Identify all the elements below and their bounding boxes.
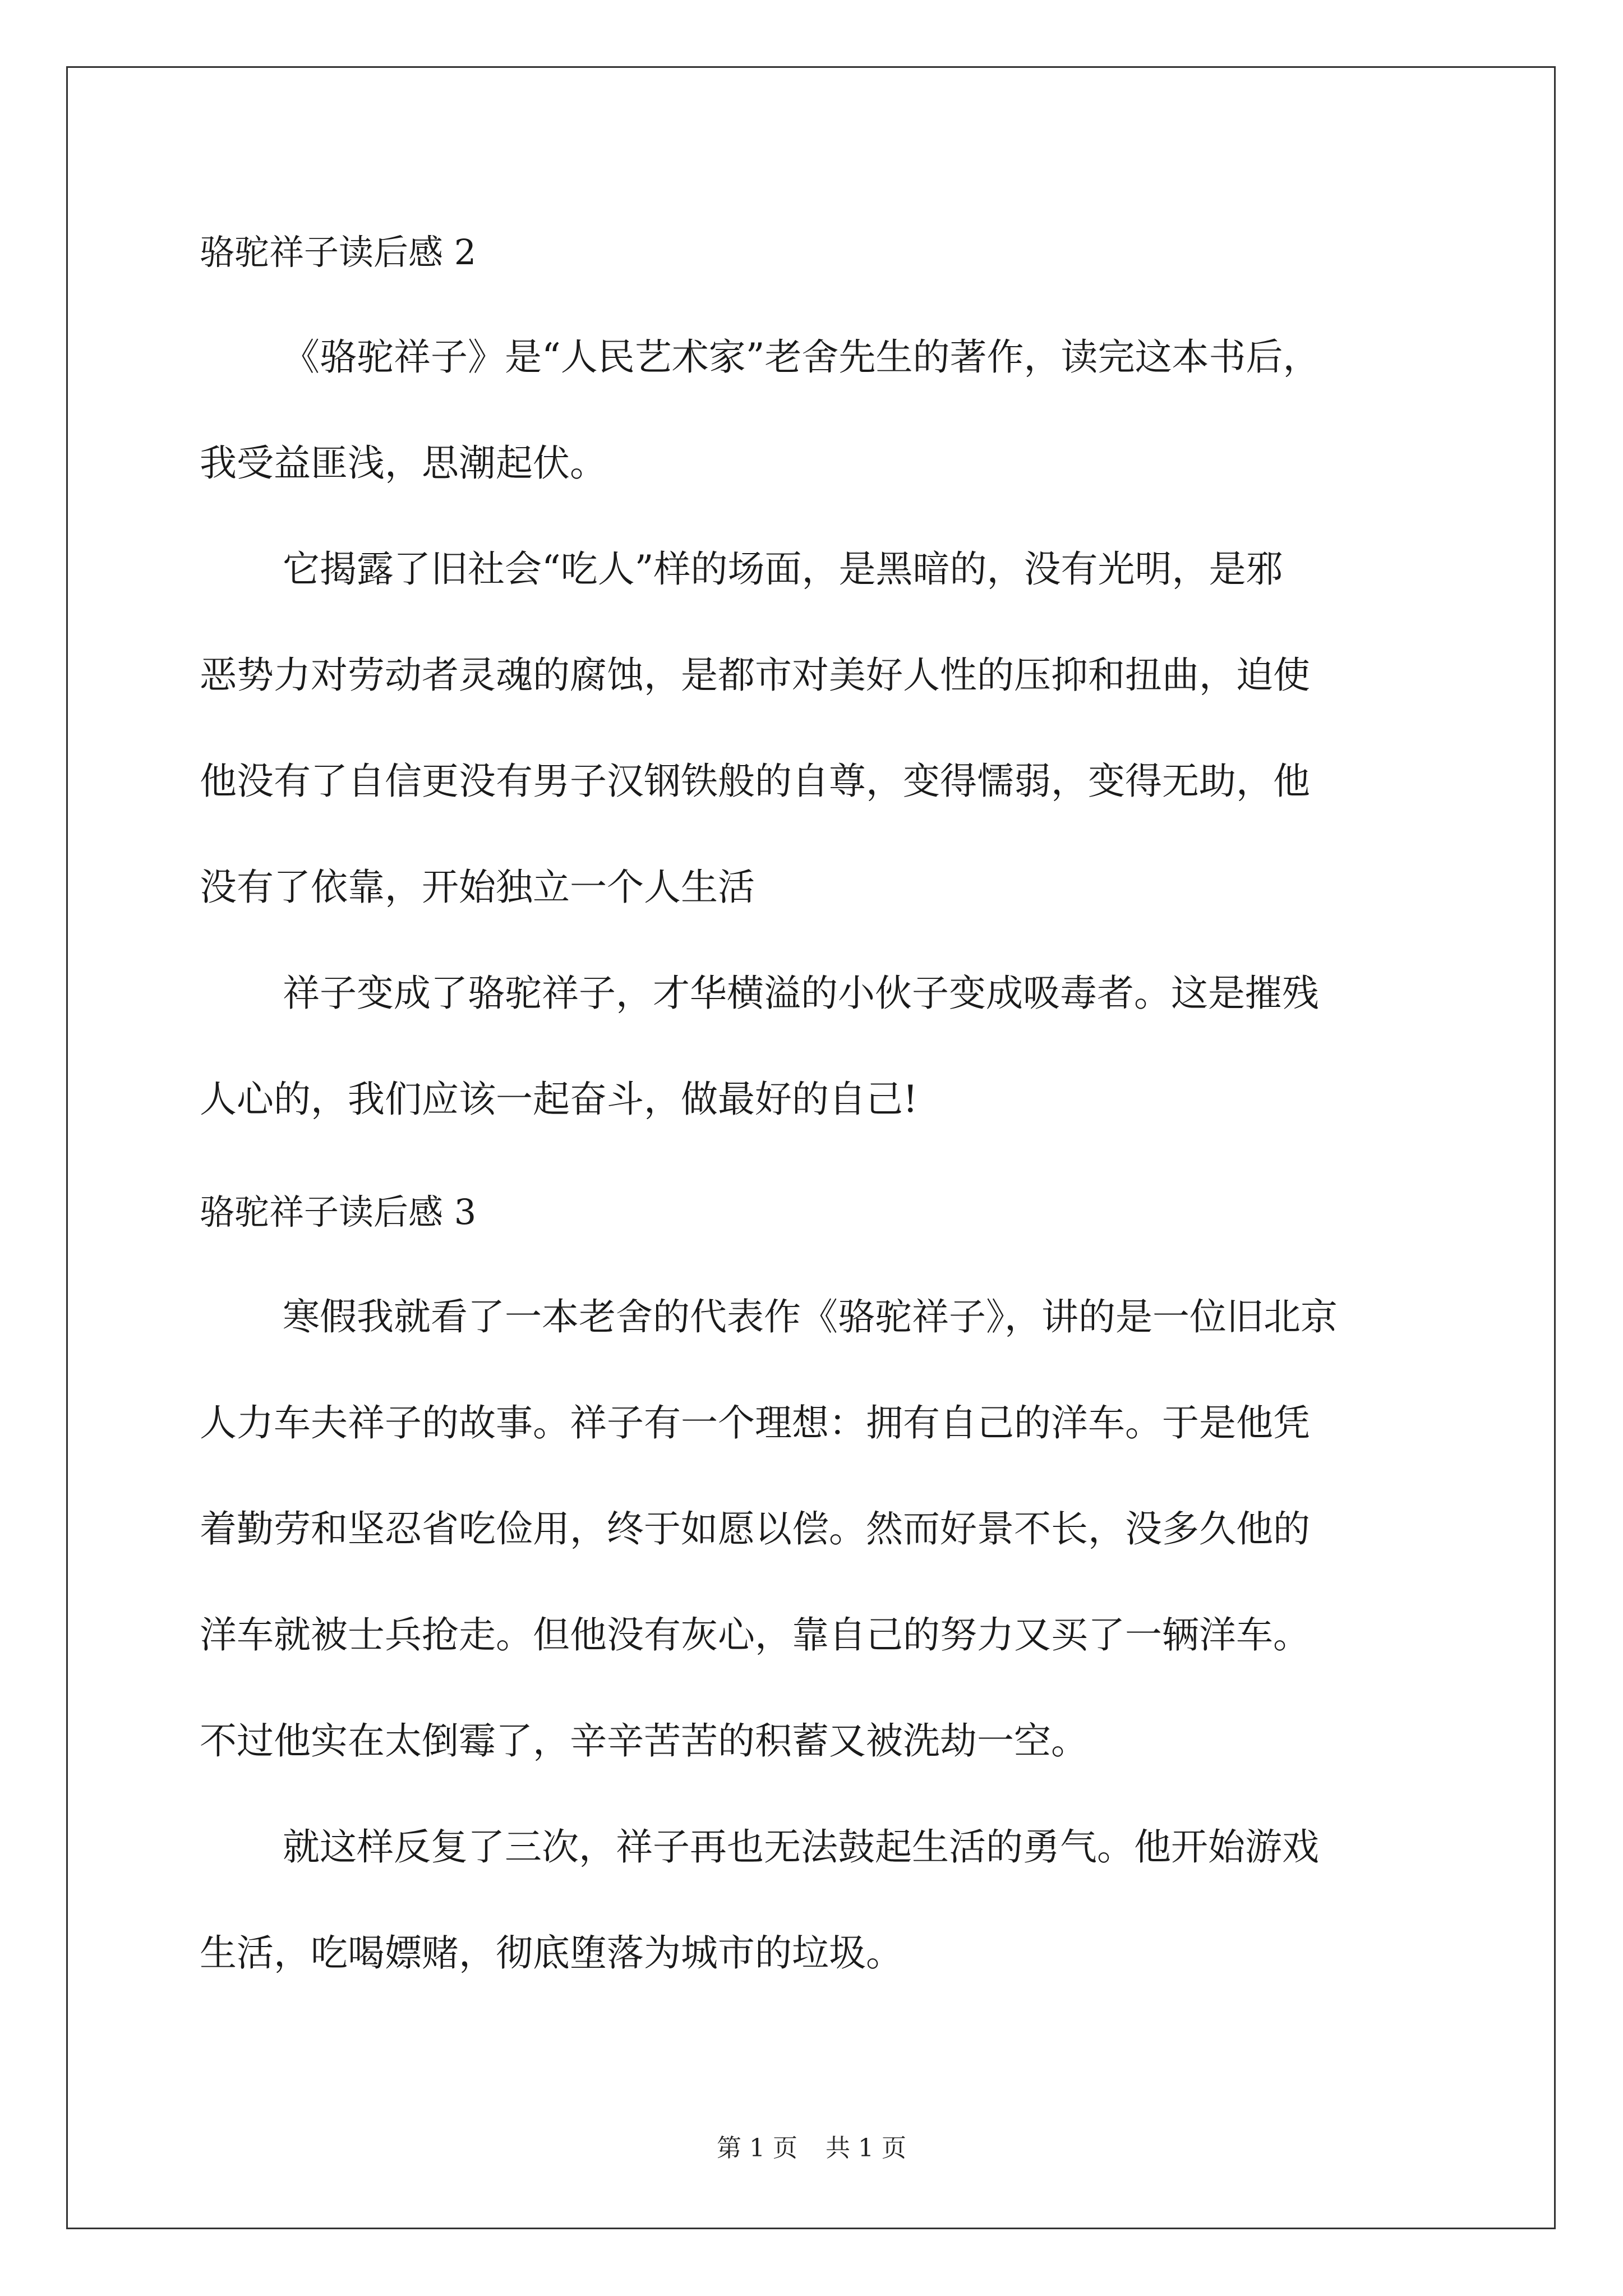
page-number: 第 1 页	[717, 2134, 797, 2162]
page-total: 共 1 页	[826, 2134, 906, 2162]
paragraph-line: 祥子变成了骆驼祥子，才华横溢的小伙子变成吸毒者。这是摧残	[283, 972, 1319, 1015]
section-heading: 骆驼祥子读后感 3	[200, 1191, 477, 1232]
paragraph-line: 人心的，我们应该一起奋斗，做最好的自己!	[200, 1078, 918, 1121]
paragraph-line: 恶势力对劳动者灵魂的腐蚀，是都市对美好人性的压抑和扭曲，迫使	[200, 654, 1310, 697]
section-heading: 骆驼祥子读后感 2	[200, 232, 477, 273]
paragraph-line: 我受益匪浅，思潮起伏。	[200, 441, 607, 485]
paragraph-line: 《骆驼祥子》是“人民艺术家”老舍先生的著作，读完这本书后，	[283, 335, 1320, 379]
paragraph-line: 没有了依靠，开始独立一个人生活	[200, 866, 755, 909]
paragraph-line: 寒假我就看了一本老舍的代表作《骆驼祥子》，讲的是一位旧北京	[283, 1295, 1338, 1338]
page-footer	[0, 2132, 1623, 2165]
paragraph-line: 不过他实在太倒霉了，辛辛苦苦的积蓄又被洗劫一空。	[200, 1719, 1088, 1763]
paragraph-line: 就这样反复了三次，祥子再也无法鼓起生活的勇气。他开始游戏	[283, 1825, 1319, 1869]
paragraph-line: 洋车就被士兵抢走。但他没有灰心，靠自己的努力又买了一辆洋车。	[200, 1613, 1310, 1657]
paragraph-line: 它揭露了旧社会“吃人”样的场面，是黑暗的，没有光明，是邪	[283, 547, 1283, 591]
paragraph-line: 人力车夫祥子的故事。祥子有一个理想：拥有自己的洋车。于是他凭	[200, 1401, 1310, 1444]
page-border	[66, 66, 1556, 2229]
paragraph-line: 生活，吃喝嫖赌，彻底堕落为城市的垃圾。	[200, 1931, 903, 1975]
paragraph-line: 着勤劳和坚忍省吃俭用，终于如愿以偿。然而好景不长，没多久他的	[200, 1507, 1310, 1550]
paragraph-line: 他没有了自信更没有男子汉钢铁般的自尊，变得懦弱，变得无助，他	[200, 760, 1310, 803]
